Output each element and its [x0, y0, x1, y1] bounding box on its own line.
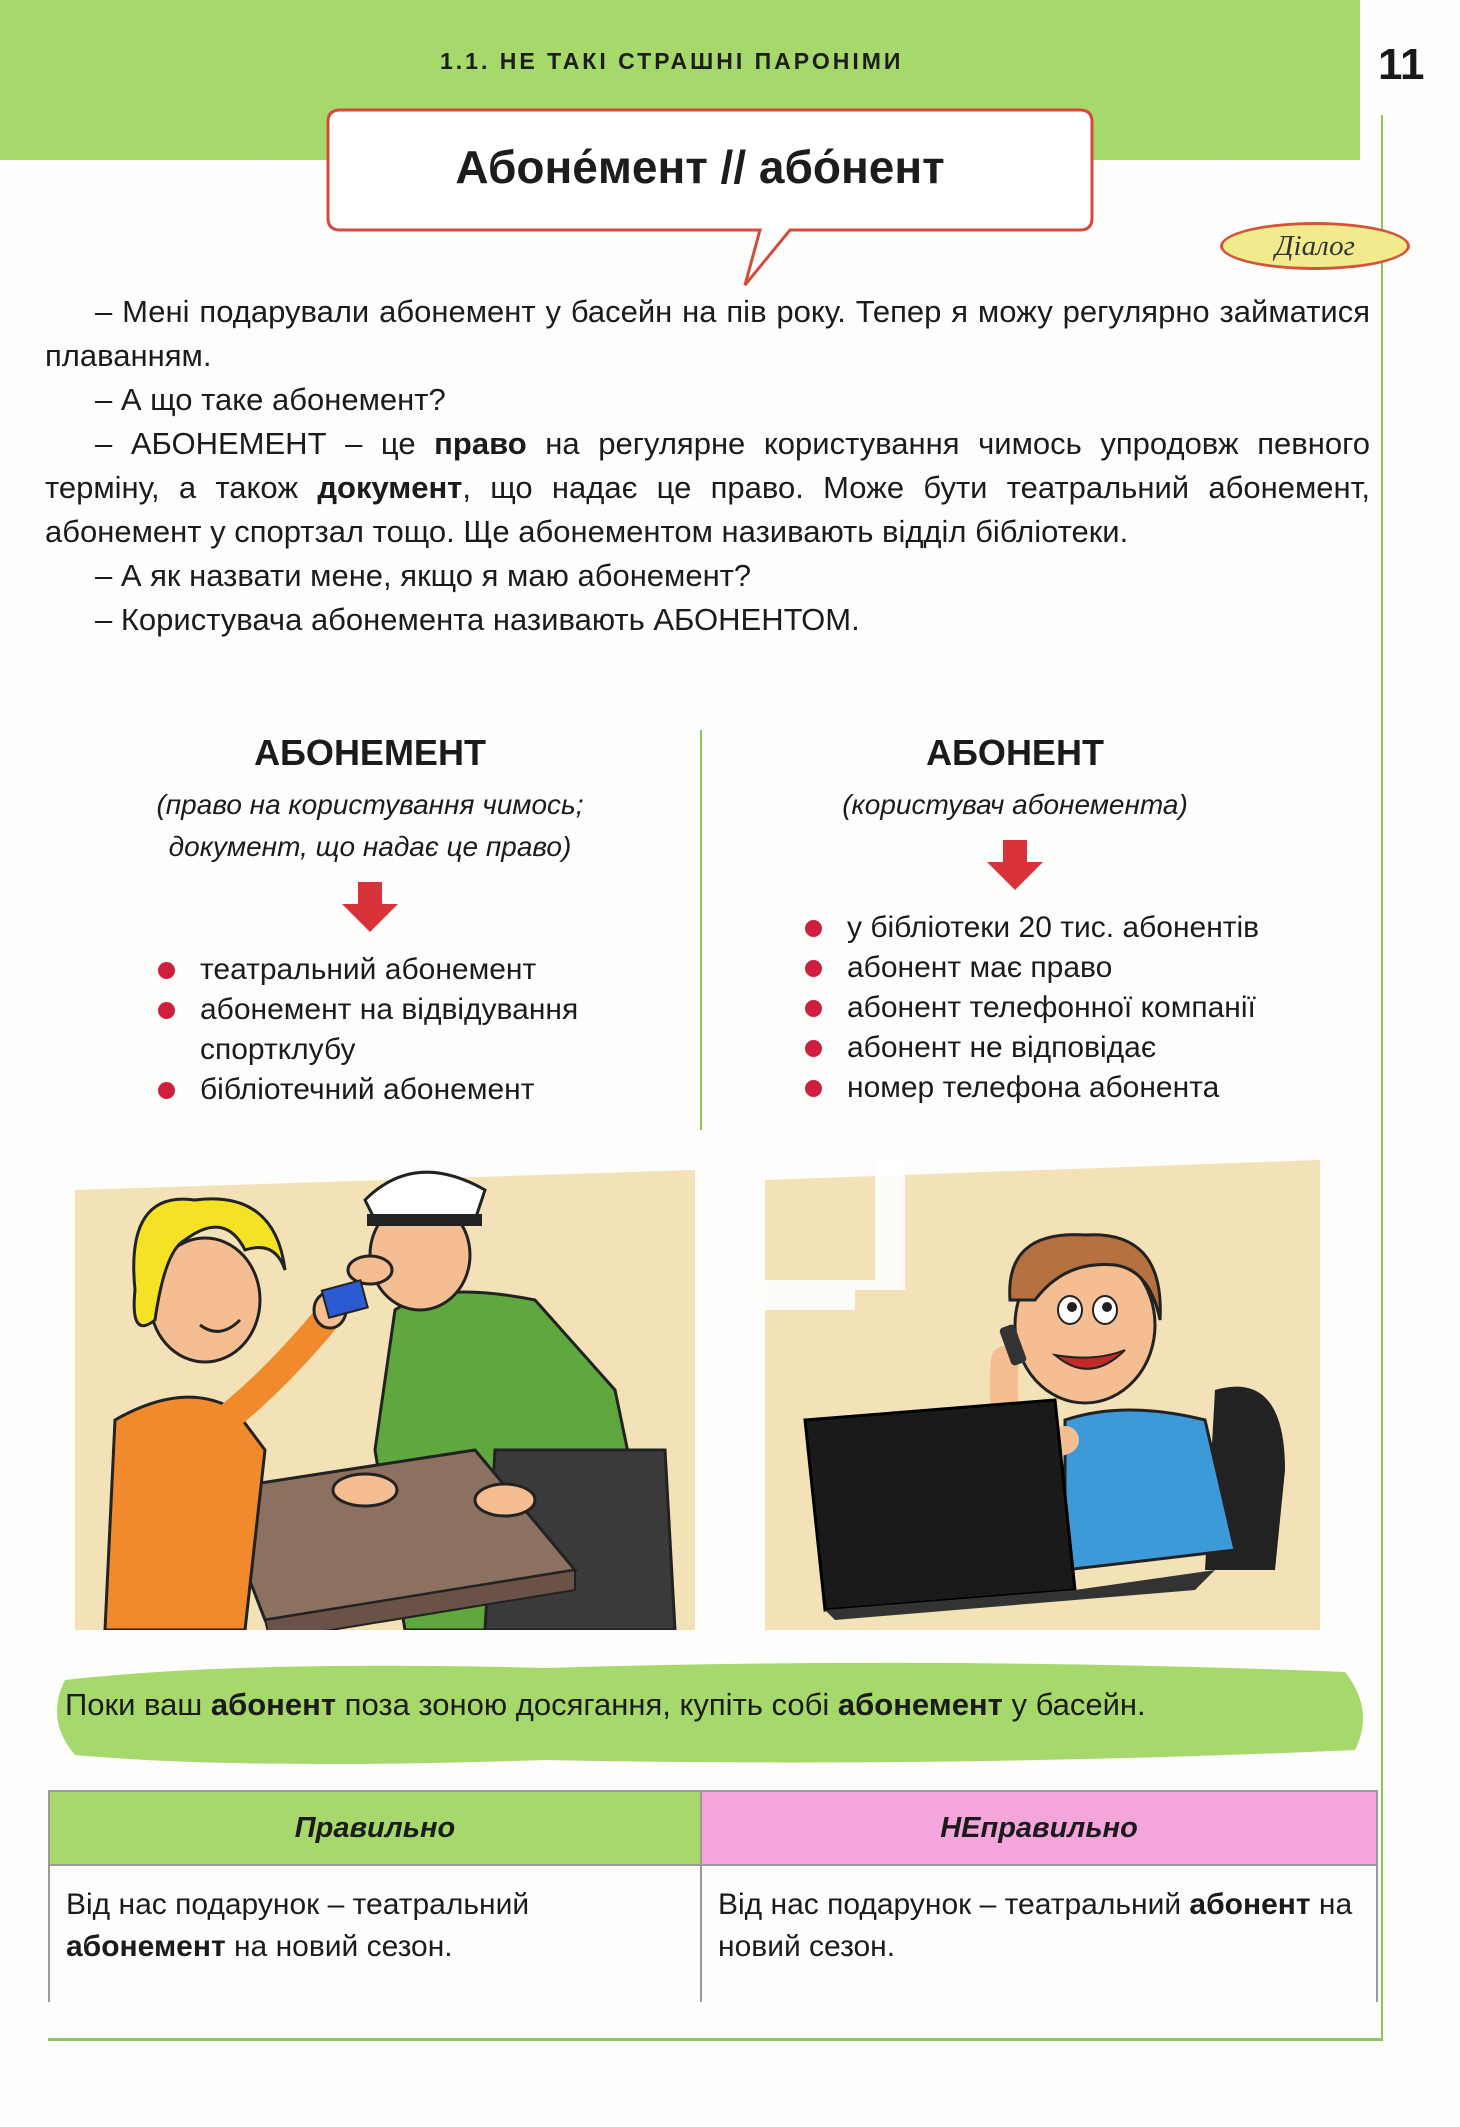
illustration-phone-call	[765, 1150, 1320, 1630]
bottom-rule	[48, 2038, 1383, 2041]
correct-example	[49, 1865, 701, 2002]
banner-bold-term: абонемент	[837, 1687, 1003, 1722]
abonent-column	[735, 730, 1295, 1108]
title-speech-bubble	[320, 100, 1100, 300]
dialogue-bold-term: документ	[317, 470, 463, 505]
arrow-down-icon	[340, 882, 400, 932]
incorrect-example	[701, 1865, 1377, 2002]
bullet-icon	[158, 962, 175, 979]
table-row	[49, 1865, 1377, 2002]
list-item-text: театральний абонемент	[200, 953, 537, 986]
dialogue-bold-term: право	[434, 426, 527, 461]
bullet-icon	[158, 1082, 175, 1099]
banner-bold-term: абонент	[210, 1687, 337, 1722]
cell-bold-term: абонемент	[66, 1930, 226, 1963]
list-item-text: номер телефона абонента	[847, 1071, 1220, 1104]
list-item	[158, 950, 650, 990]
incorrect-header: НЕправильно	[701, 1791, 1377, 1865]
dialogue-line: – Мені подарували абонемент у басейн на пів року. Тепер я можу регулярно займатися плаванням.	[45, 294, 1370, 373]
list-item	[158, 1070, 650, 1110]
bullet-icon	[158, 1002, 175, 1019]
usage-table	[48, 1790, 1378, 2002]
dialogue-line	[45, 422, 1370, 554]
abonent-examples	[735, 908, 1295, 1108]
column-divider	[700, 730, 702, 1130]
cell-fragment: Від нас подарунок – театральний	[718, 1888, 1190, 1921]
right-margin-rule	[1381, 115, 1383, 2040]
abonement-examples	[90, 950, 650, 1110]
dialog-badge: Діалог	[1220, 222, 1410, 270]
list-item	[158, 990, 650, 1070]
list-item-text: абонент має право	[847, 951, 1113, 984]
list-item-text: бібліотечний абонемент	[200, 1073, 535, 1106]
dialogue-text	[45, 290, 1370, 642]
illustration-pass-check	[75, 1150, 695, 1630]
page-number: 11	[1378, 40, 1425, 89]
abonement-definition	[90, 784, 650, 868]
bullet-icon	[805, 960, 822, 977]
banner-fragment: у басейн.	[1002, 1687, 1146, 1722]
list-item-text: абонемент на відвідування спортклубу	[200, 993, 579, 1066]
banner-fragment: поза зоною досягання, купіть собі	[336, 1687, 838, 1722]
banner-fragment: Поки ваш	[65, 1687, 211, 1722]
abonent-definition: (користувач абонемента)	[842, 789, 1188, 820]
dialogue-fragment: , що надає це право. Може бути театральний абонемент, абонемент у спортзал тощо. Ще абонементом називають відділ бібліотеки.	[45, 470, 1370, 549]
correct-header: Правильно	[49, 1791, 701, 1865]
dialogue-line: – А як назвати мене, якщо я маю абонемент?	[95, 558, 752, 593]
cell-fragment: на новий сезон.	[718, 1888, 1353, 1963]
definition-line: (право на користування чимось;	[156, 789, 584, 820]
abonent-heading: АБОНЕНТ	[926, 732, 1104, 773]
banner-text	[65, 1683, 1365, 1727]
page-title: Абоне́мент // або́нент	[455, 141, 945, 193]
bullet-icon	[805, 1000, 822, 1017]
list-item	[805, 948, 1295, 988]
list-item	[805, 1068, 1295, 1108]
dialogue-fragment: на регулярне користування чимось упродовж певного терміну, а також	[45, 426, 1370, 505]
bullet-icon	[805, 1040, 822, 1057]
abonement-heading: АБОНЕМЕНТ	[254, 732, 486, 773]
cell-bold-term: абонент	[1189, 1888, 1311, 1921]
cell-fragment: на новий сезон.	[225, 1930, 453, 1963]
list-item-text: абонент не відповідає	[847, 1031, 1157, 1064]
list-item	[805, 908, 1295, 948]
arrow-down-icon	[985, 840, 1045, 890]
dialogue-line: – Користувача абонемента називають АБОНЕНТОМ.	[95, 602, 860, 637]
dialogue-line: – А що таке абонемент?	[95, 382, 446, 417]
cell-fragment: Від нас подарунок – театральний	[66, 1888, 530, 1921]
definition-line: документ, що надає це право)	[168, 831, 572, 862]
list-item	[805, 988, 1295, 1028]
list-item-text: абонент телефонної компанії	[847, 991, 1256, 1024]
dialogue-fragment: – АБОНЕМЕНТ – це	[95, 426, 435, 461]
bullet-icon	[805, 920, 822, 937]
list-item-text: у бібліотеки 20 тис. абонентів	[847, 911, 1260, 944]
list-item	[805, 1028, 1295, 1068]
table-header-row	[49, 1791, 1377, 1865]
section-title: 1.1. НЕ ТАКІ СТРАШНІ ПАРОНІМИ	[440, 48, 904, 74]
bullet-icon	[805, 1080, 822, 1097]
abonement-column	[90, 730, 650, 1110]
